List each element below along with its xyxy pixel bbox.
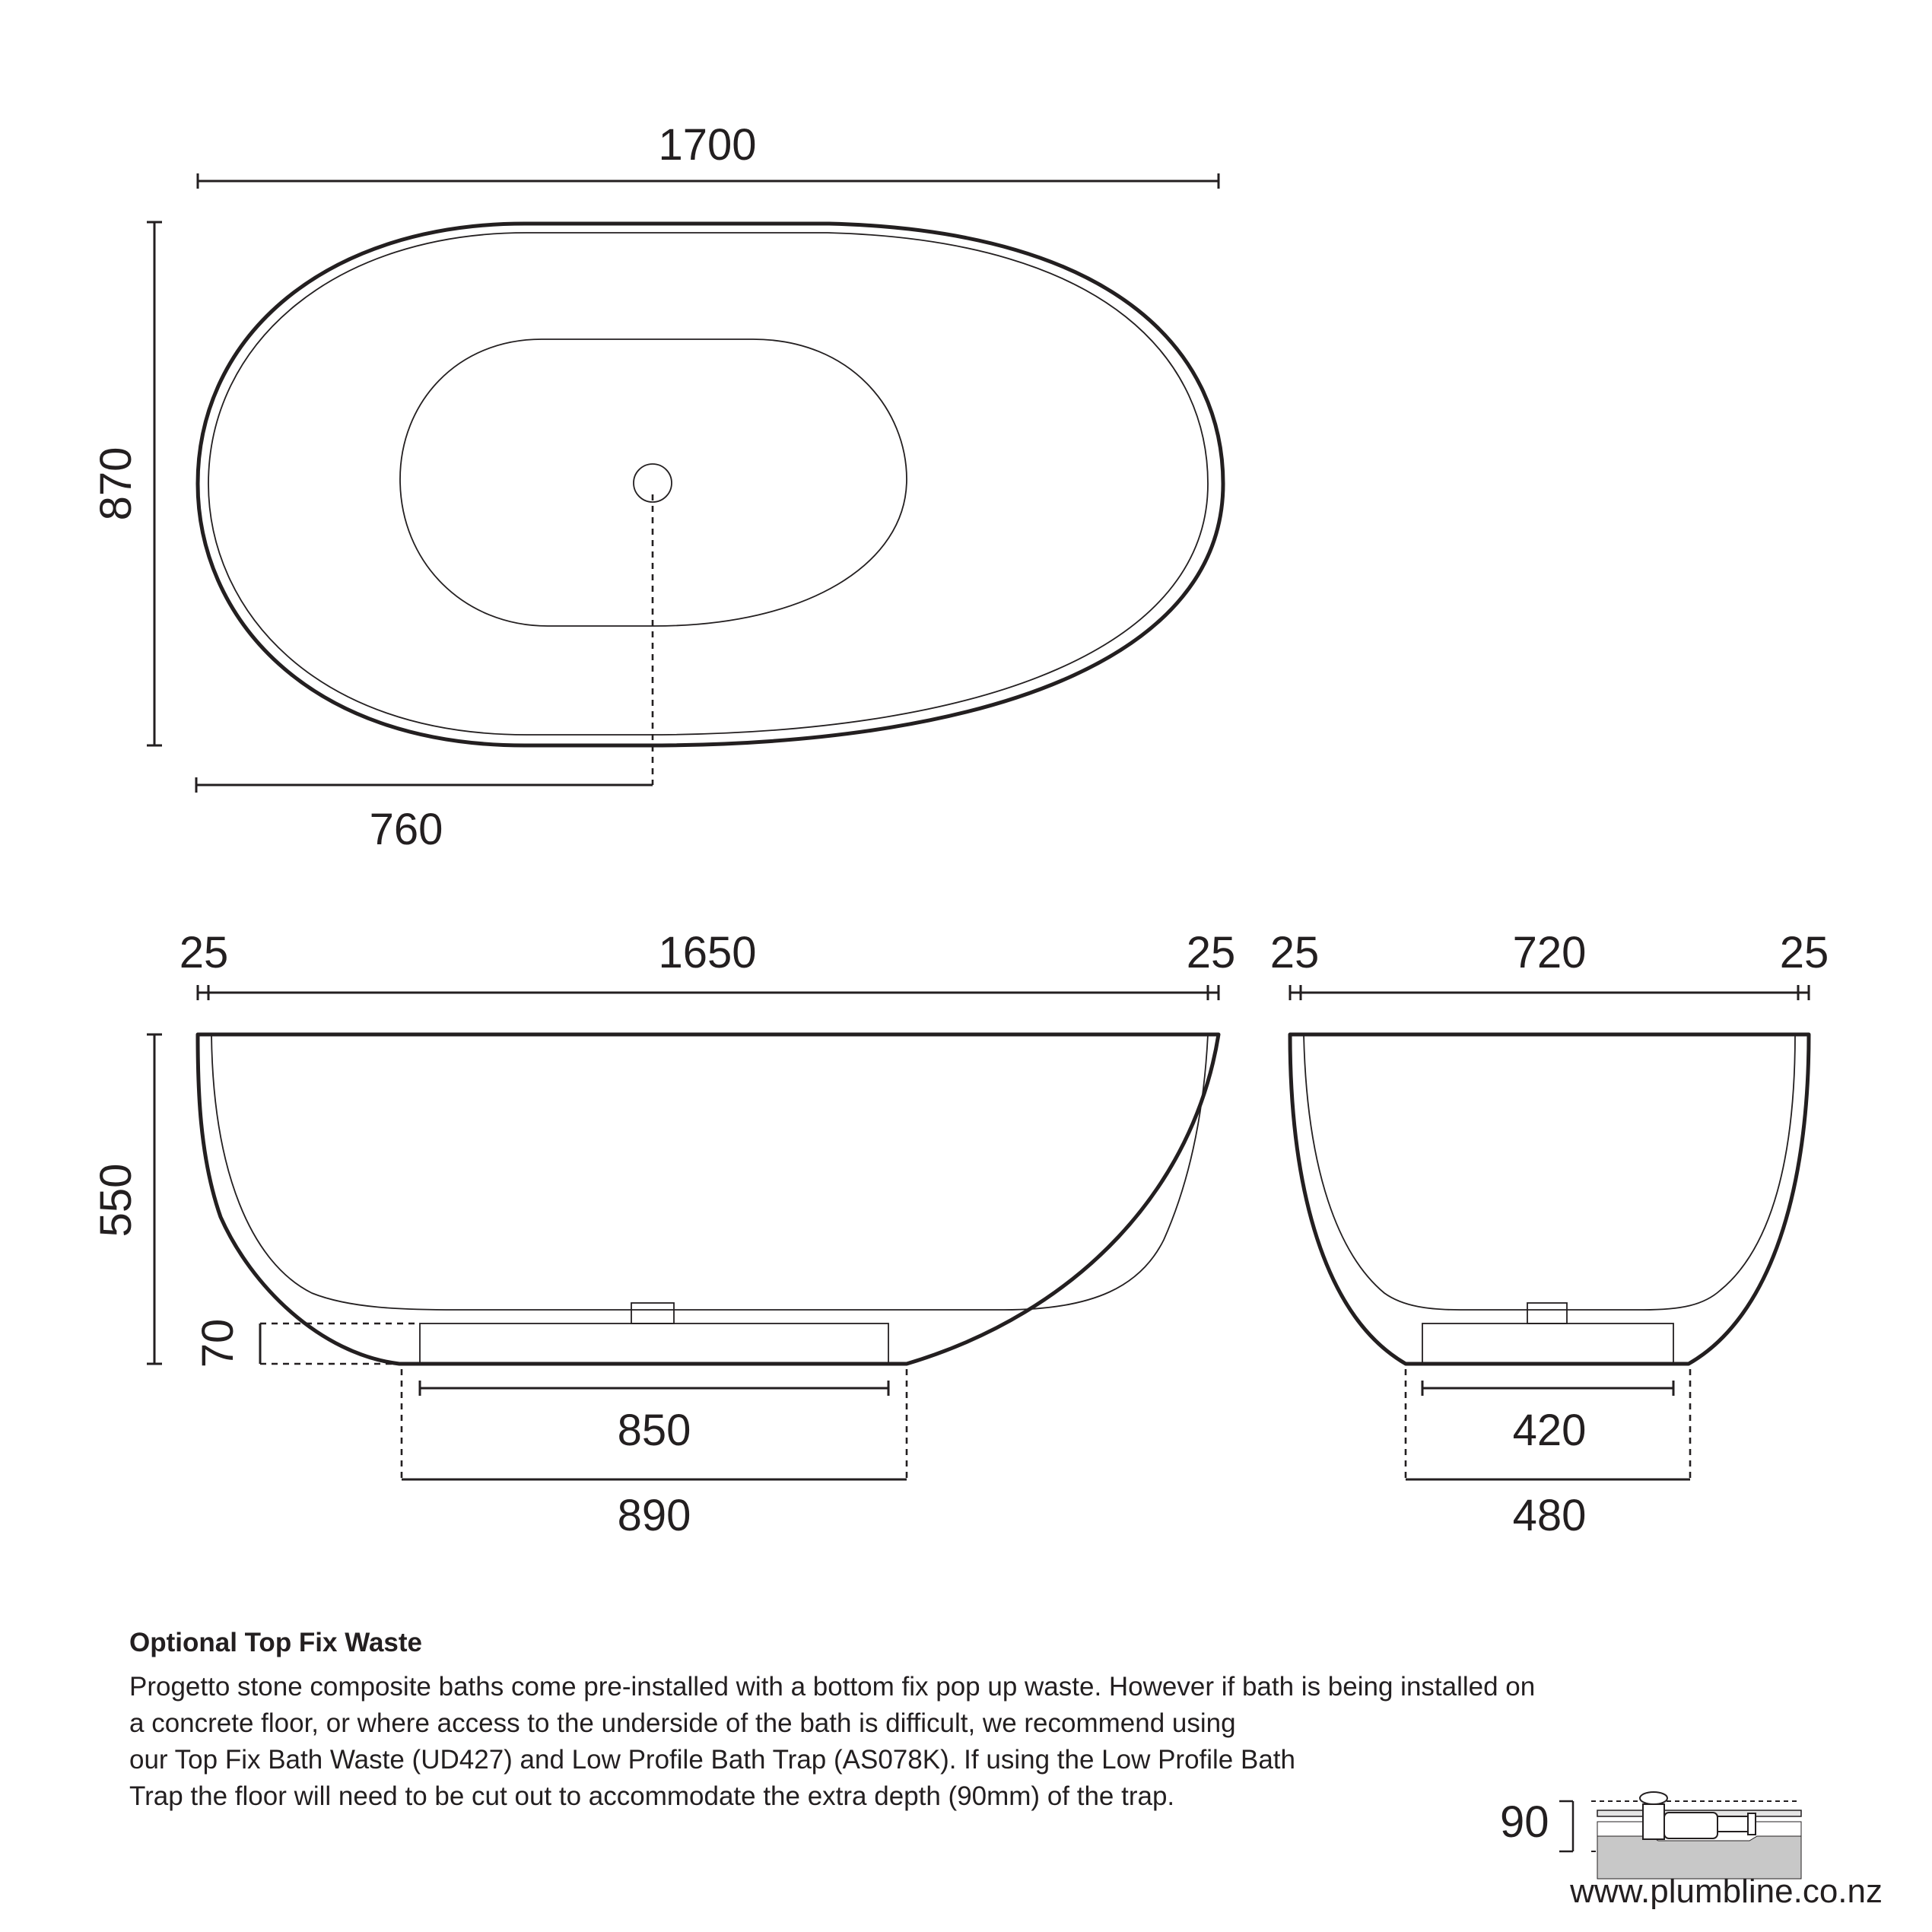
length-label: 1700 (658, 120, 757, 170)
side-view (91, 928, 1235, 1540)
notes-body (129, 1669, 1833, 1815)
bath-inner-rim (208, 233, 1208, 735)
side-waste-fitting (631, 1303, 674, 1323)
end-plinth-length-label: 420 (1512, 1406, 1587, 1455)
side-base-length-label: 890 (617, 1491, 691, 1540)
end-left-lip-label: 25 (1269, 928, 1320, 977)
side-right-lip-label: 25 (1186, 928, 1236, 977)
side-inner-profile (211, 1034, 1208, 1310)
bath-basin (400, 339, 907, 626)
notes-section (129, 1628, 1833, 1815)
end-view (1270, 928, 1829, 1540)
end-outer-profile (1290, 1034, 1809, 1364)
notes-line: a concrete floor, or where access to the underside of the bath is difficult, we recommend using (129, 1708, 1236, 1738)
notes-line: our Top Fix Bath Waste (UD427) and Low Profile Bath Trap (AS078K). If using the Low Profile Bath (129, 1745, 1295, 1775)
end-internal-width-label: 720 (1512, 928, 1587, 977)
width-label: 870 (91, 446, 141, 521)
side-plinth (420, 1323, 888, 1364)
bath-outer-rim (198, 224, 1223, 745)
notes-line: Trap the floor will need to be cut out to accommodate the extra depth (90mm) of the trap. (129, 1781, 1175, 1811)
waste-offset-label: 760 (369, 805, 443, 854)
plinth-height-label: 70 (193, 1318, 243, 1368)
side-plinth-length-label: 850 (617, 1406, 691, 1455)
trap-depth-label: 90 (1500, 1797, 1549, 1847)
side-internal-length-label: 1650 (658, 928, 757, 977)
trap-outlet-nut (1748, 1813, 1756, 1835)
notes-title: Optional Top Fix Waste (129, 1628, 422, 1657)
trap-outlet (1718, 1816, 1748, 1832)
end-plinth (1422, 1323, 1673, 1364)
top-view (91, 120, 1223, 854)
end-right-lip-label: 25 (1779, 928, 1829, 977)
website-url[interactable]: www.plumbline.co.nz (1570, 1873, 1883, 1910)
end-waste-fitting (1527, 1303, 1567, 1323)
trap-body (1664, 1813, 1718, 1838)
side-left-lip-label: 25 (179, 928, 229, 977)
side-outer-profile (198, 1034, 1219, 1364)
end-base-length-label: 480 (1512, 1491, 1587, 1540)
height-label: 550 (91, 1163, 141, 1238)
end-inner-profile (1304, 1034, 1795, 1310)
notes-line: Progetto stone composite baths come pre-installed with a bottom fix pop up waste. However if bath is being installed on (129, 1672, 1536, 1702)
